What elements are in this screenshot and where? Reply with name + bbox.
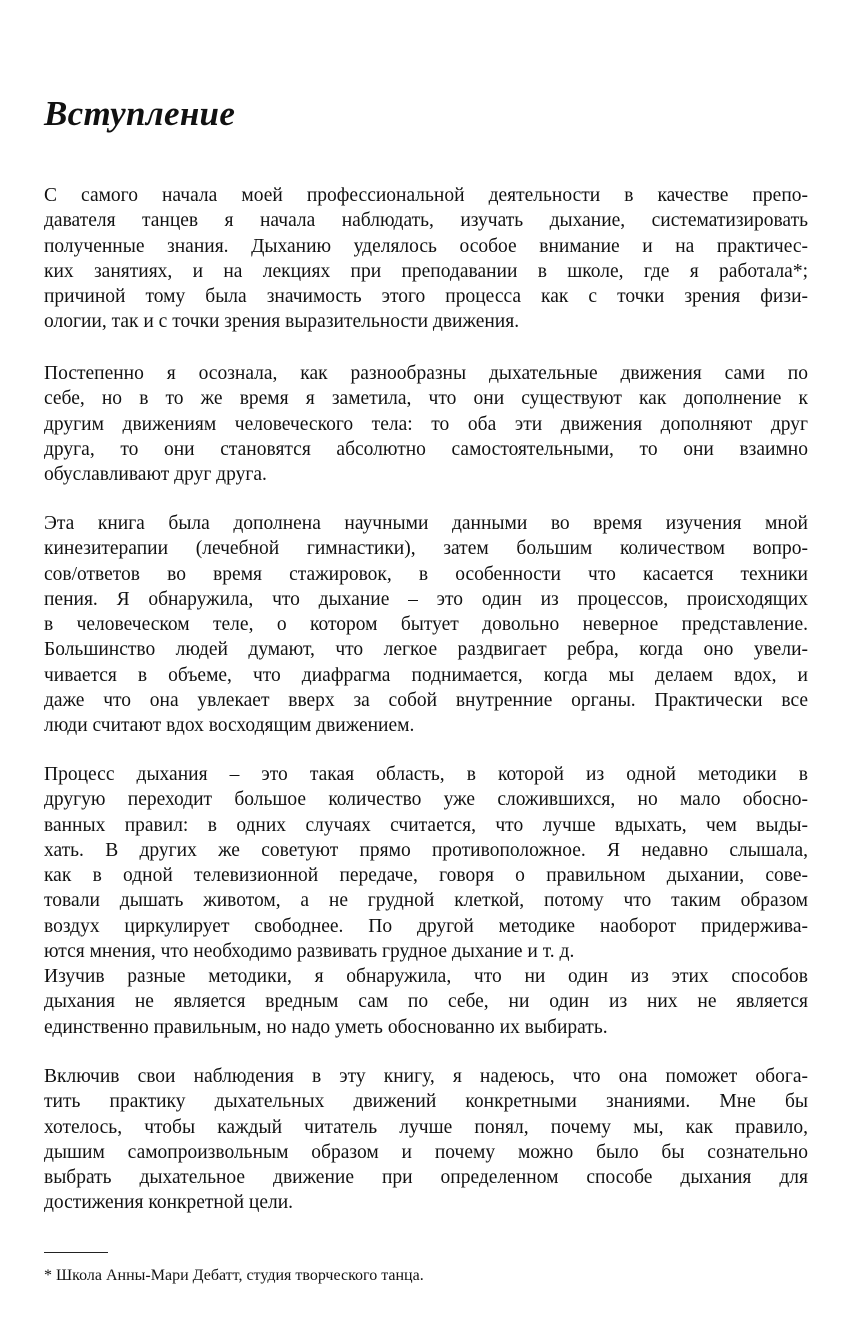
text-line: товали дышать животом, а не грудной клеткой, потому что таким образом [44, 890, 808, 912]
text-line: единственно правильным, но надо уметь обоснованно их выбирать. [44, 1016, 608, 1038]
text-line: обуславливают друг друга. [44, 464, 267, 486]
text-line: Изучив разные методики, я обнаружила, что ни один из этих способов [44, 966, 808, 987]
footnote: * Школа Анны-Мари Дебатт, студия творческого танца. [44, 1267, 424, 1284]
text-line: давателя танцев я начала наблюдать, изучать дыхание, систематизировать [44, 210, 808, 232]
text-line: друга, то они становятся абсолютно самостоятельными, то они взаимно [44, 438, 808, 460]
text-line: Большинство людей думают, что легкое раздвигает ребра, когда оно увели- [44, 639, 808, 661]
text-line: дыхания не является вредным сам по себе, ни один из них не является [44, 991, 808, 1013]
text-line: чивается в объеме, что диафрагма поднимается, когда мы делаем вдох, и [44, 664, 808, 686]
text-line: хотелось, чтобы каждый читатель лучше понял, почему мы, как правило, [44, 1116, 808, 1138]
paragraph-3 [44, 511, 808, 739]
text-line: другую переходит большое количество уже сложившихся, но мало обосно- [44, 789, 808, 811]
text-line: Процесс дыхания – это такая область, в которой из одной методики в [44, 764, 808, 785]
text-line: люди считают вдох восходящим движением. [44, 715, 415, 737]
text-line: Включив свои наблюдения в эту книгу, я надеюсь, что она поможет обога- [44, 1066, 808, 1087]
text-line: ются мнения, что необходимо развивать грудное дыхание и т. д. [44, 941, 575, 963]
text-line: сов/ответов во время стажировок, в особенности что касается техники [44, 563, 808, 585]
paragraph-6 [44, 1064, 808, 1216]
text-line: Эта книга была дополнена научными данными во время изучения мной [44, 513, 808, 534]
footnote-divider [44, 1252, 108, 1253]
text-line: хать. В других же советуют прямо противоположное. Я недавно слышала, [44, 839, 808, 861]
text-line: в человеческом теле, о котором бытует довольно неверное представление. [44, 614, 808, 636]
page-title: Вступление [44, 94, 236, 133]
text-line: себе, но в то же время я заметила, что они существуют как дополнение к [44, 388, 808, 410]
paragraph-4 [44, 762, 808, 964]
text-line: ких занятиях, и на лекциях при преподавании в школе, где я работала*; [44, 260, 808, 282]
text-line: ванных правил: в одних случаях считается, что лучше вдыхать, чем выды- [44, 814, 808, 836]
text-line: ологии, так и с точки зрения выразительности движения. [44, 311, 520, 333]
text-line: причиной тому была значимость этого процесса как с точки зрения физи- [44, 286, 808, 308]
paragraph-5 [44, 964, 808, 1040]
paragraph-2 [44, 361, 808, 487]
text-line: пения. Я обнаружила, что дыхание – это один из процессов, происходящих [44, 588, 808, 610]
text-line: кинезитерапии (лечебной гимнастики), затем большим количеством вопро- [44, 538, 808, 560]
text-line: дышим самопроизвольным образом и почему можно было бы сознательно [44, 1141, 808, 1163]
text-line: воздух циркулирует свободнее. По другой методике наоборот придержива- [44, 915, 808, 937]
text-line: достижения конкретной цели. [44, 1192, 294, 1214]
text-line: С самого начала моей профессиональной деятельности в качестве препо- [44, 185, 808, 206]
text-line: выбрать дыхательное движение при определенном способе дыхания для [44, 1167, 808, 1189]
text-line: другим движениям человеческого тела: то оба эти движения дополняют друг [44, 413, 808, 435]
text-line: тить практику дыхательных движений конкретными знаниями. Мне бы [44, 1091, 808, 1113]
text-line: как в одной телевизионной передаче, говоря о правильном дыхании, сове- [44, 865, 808, 887]
text-line: полученные знания. Дыханию уделялось особое внимание и на практичес- [44, 235, 808, 257]
text-line: даже что она увлекает вверх за собой внутренние органы. Практически все [44, 690, 808, 712]
text-line: Постепенно я осознала, как разнообразны дыхательные движения сами по [44, 363, 808, 384]
paragraph-1 [44, 183, 808, 335]
